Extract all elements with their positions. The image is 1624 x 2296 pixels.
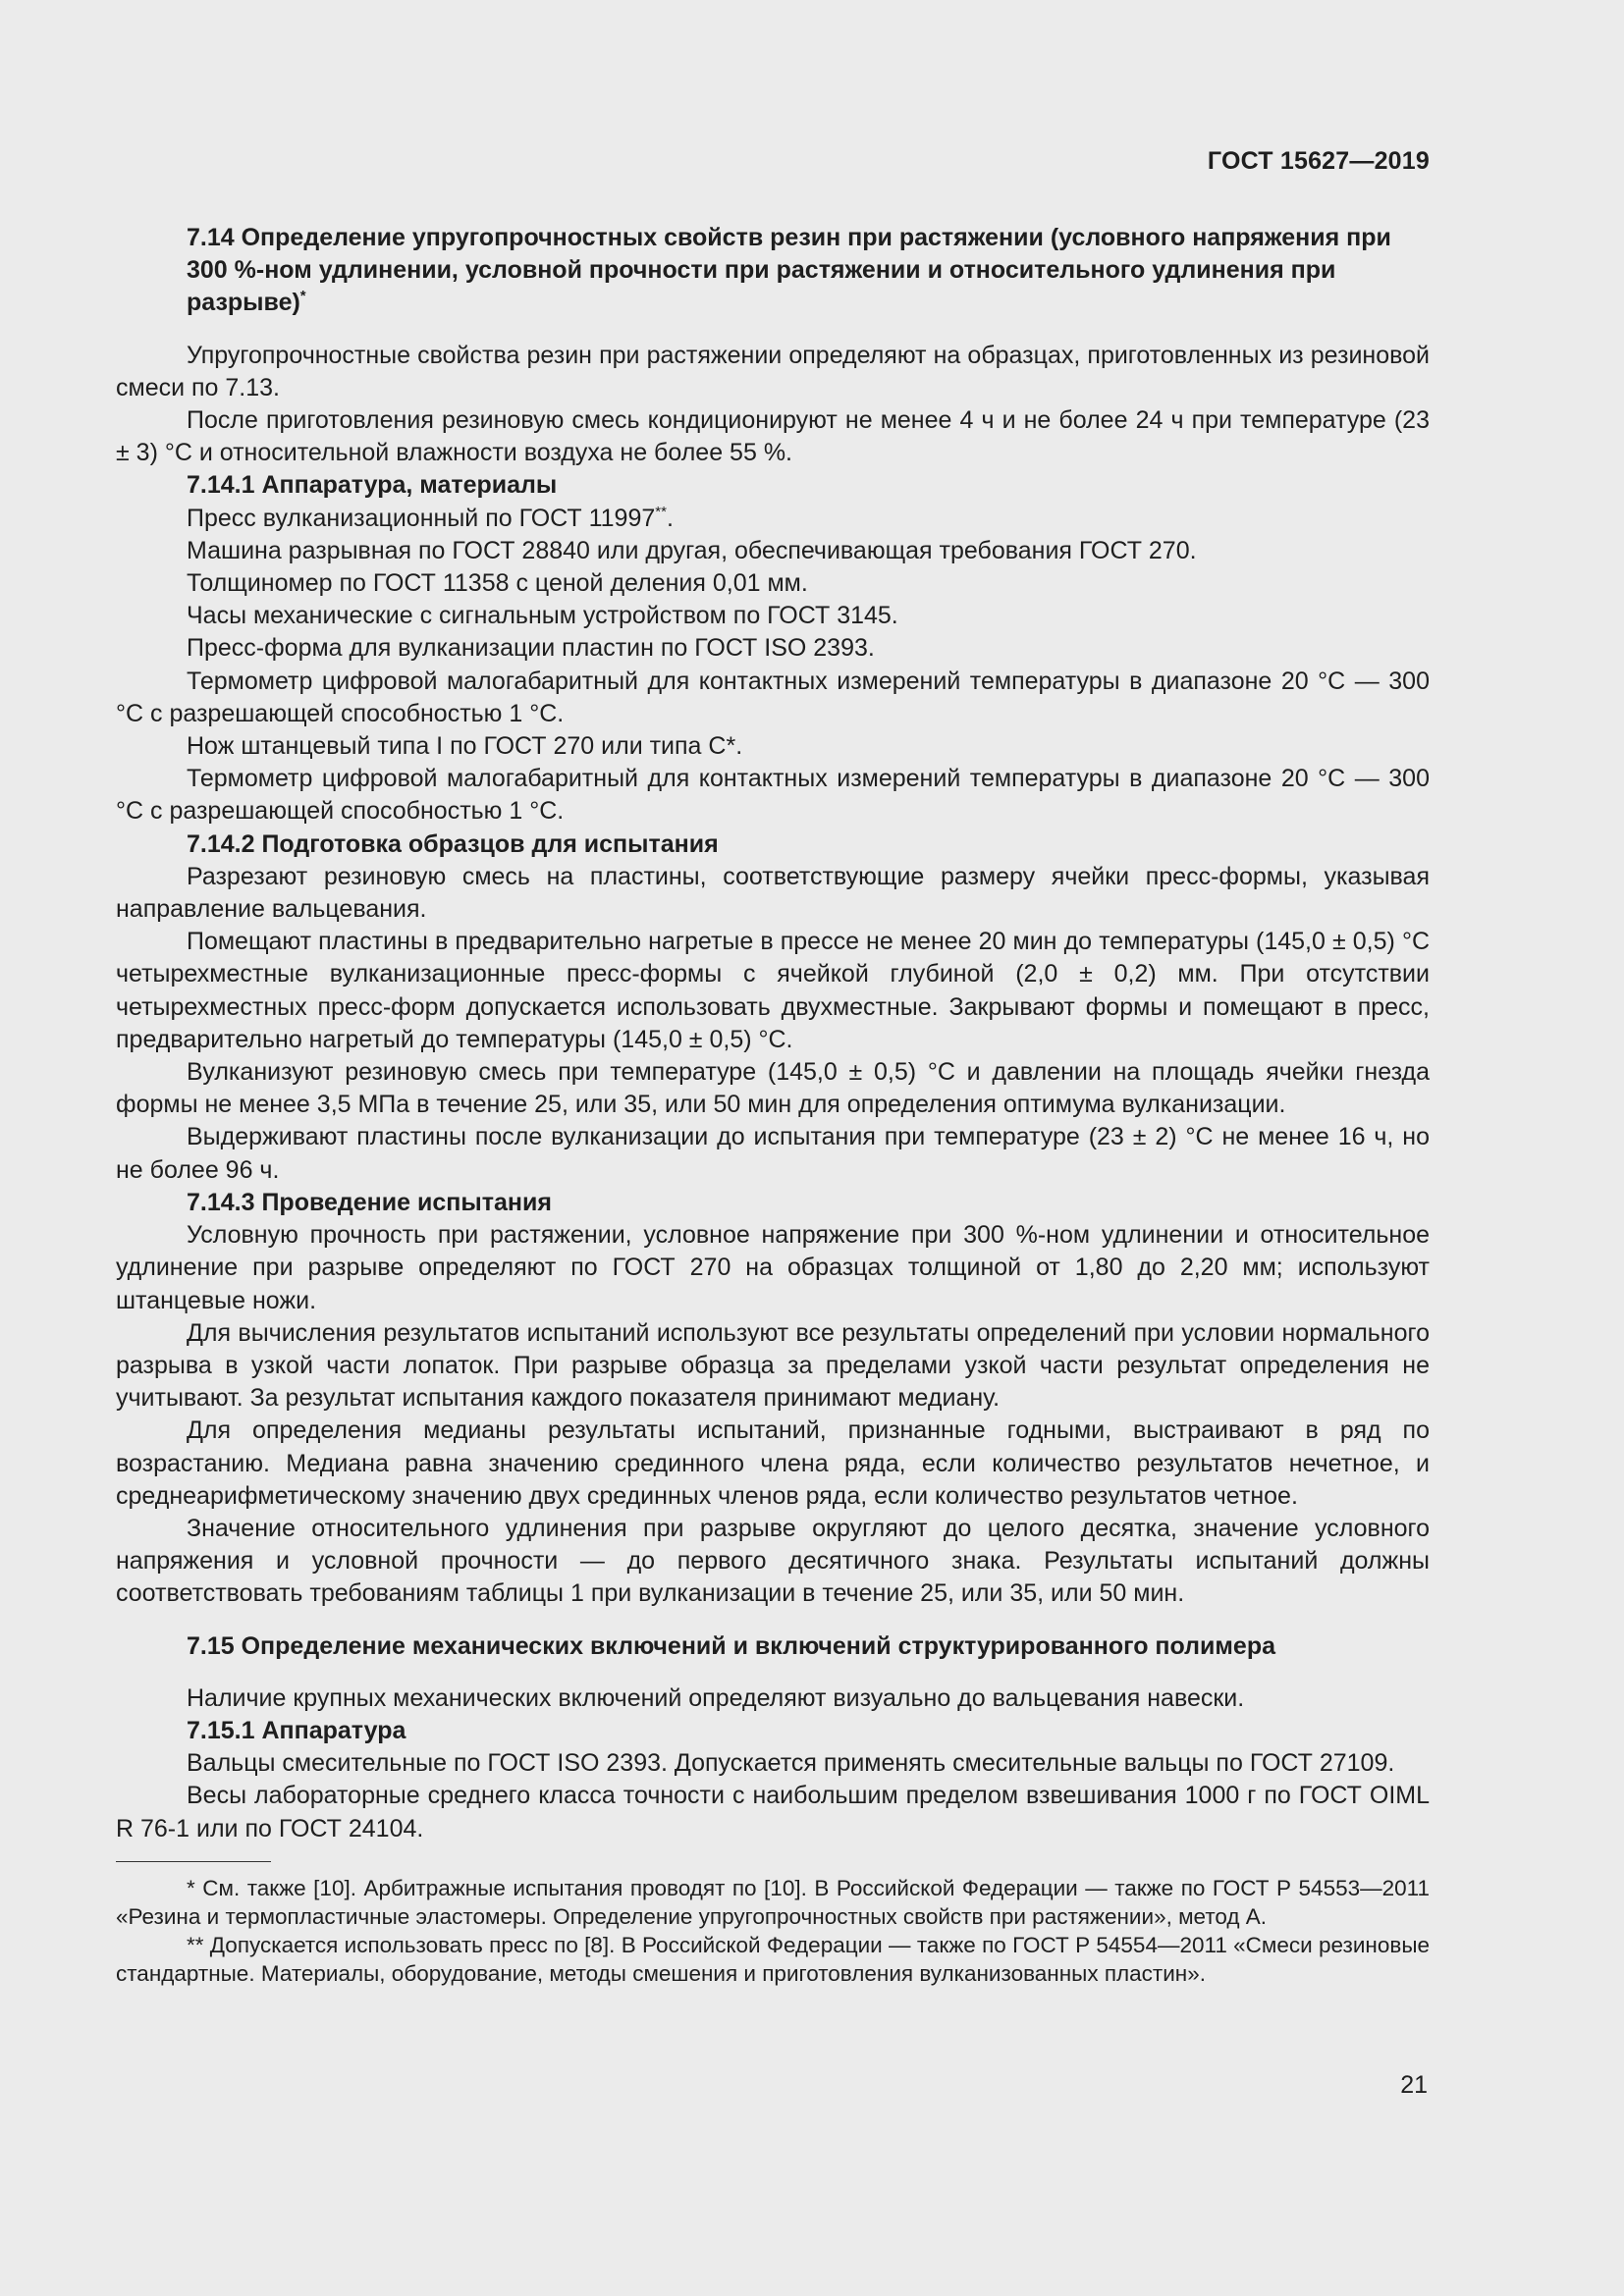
equipment-item: Нож штанцевый типа I по ГОСТ 270 или типа С*. <box>187 732 743 761</box>
equipment-item: Пресс вулканизационный по ГОСТ 11997**. <box>187 503 674 532</box>
paragraph: Помещают пластины в предварительно нагретые в прессе не менее 20 мин до температуры (145,0 ± 0,5) °С четырехместные вулканизационные пресс-формы с ячейкой глубиной (2,0 ± 0,2) мм. При отсутствии четырехместных пресс-форм допускается использовать двухместные. Закрывают формы и помещают в пресс, предварительно нагретый до температуры (145,0 ± 0,5) °С. <box>116 928 1430 1053</box>
paragraph: Условную прочность при растяжении, условное напряжение при 300 %-ном удлинении и относительное удлинение при разрыве определяют по ГОСТ 270 на образцах толщиной от 1,80 до 2,20 мм; используют штанцевые ножи. <box>116 1221 1430 1314</box>
document-id-header: ГОСТ 15627—2019 <box>1207 147 1430 175</box>
section-7-14-1-heading: 7.14.1 Аппаратура, материалы <box>187 471 558 500</box>
footnote-ref-2[interactable]: ** <box>655 503 667 520</box>
paragraph: Для определения медианы результаты испытаний, признанные годными, выстраивают в ряд по возрастанию. Медиана равна значению срединного члена ряда, если количество результатов нечетное, и среднеарифметическому значению двух срединных членов ряда, если количество результатов четное. <box>116 1416 1430 1510</box>
paragraph: Вальцы смесительные по ГОСТ ISO 2393. Допускается применять смесительные вальцы по ГОСТ 27109. <box>187 1749 1395 1778</box>
equipment-item: Часы механические с сигнальным устройством по ГОСТ 3145. <box>187 602 898 630</box>
paragraph: После приготовления резиновую смесь кондиционируют не менее 4 ч и не более 24 ч при температуре (23 ± 3) °С и относительной влажности воздуха не более 55 %. <box>116 406 1430 467</box>
footnote: * См. также [10]. Арбитражные испытания проводят по [10]. В Российской Федерации — также по ГОСТ Р 54553—2011 «Резина и термопластичные эластомеры. Определение упругопрочностных свойств при растяжении», метод А. <box>116 1875 1430 1929</box>
section-7-14-2-heading: 7.14.2 Подготовка образцов для испытания <box>187 829 719 858</box>
page-content <box>116 222 1430 1988</box>
paragraph: Вулканизуют резиновую смесь при температуре (145,0 ± 0,5) °С и давлении на площадь ячейки гнезда формы не менее 3,5 МПа в течение 25, или 35, или 50 мин для определения оптимума вулканизации. <box>116 1058 1430 1119</box>
page-number: 21 <box>1400 2071 1428 2099</box>
section-7-14-3-heading: 7.14.3 Проведение испытания <box>187 1188 552 1216</box>
footnote: ** Допускается использовать пресс по [8]. В Российской Федерации — также по ГОСТ Р 54554—2011 «Смеси резиновые стандартные. Материалы, оборудование, методы смешения и приготовления вулканизованных пластин». <box>116 1932 1430 1986</box>
equipment-item: Термометр цифровой малогабаритный для контактных измерений температуры в диапазоне 20 °С — 300 °С с разрешающей способностью 1 °С. <box>116 765 1430 826</box>
section-7-15-1-heading: 7.15.1 Аппаратура <box>187 1716 406 1744</box>
paragraph: Наличие крупных механических включений определяют визуально до вальцевания навески. <box>187 1683 1245 1712</box>
section-7-15-heading: 7.15 Определение механических включений и включений структурированного полимера <box>187 1631 1275 1660</box>
paragraph: Весы лабораторные среднего класса точности с наибольшим пределом взвешивания 1000 г по ГОСТ OIML R 76-1 или по ГОСТ 24104. <box>116 1782 1430 1842</box>
footnote-ref-1[interactable]: * <box>299 288 306 305</box>
paragraph: Для вычисления результатов испытаний используют все результаты определений при условии нормального разрыва в узкой части лопаток. При разрыве образца за пределами узкой части результат определения не учитывают. За результат испытания каждого показателя принимают медиану. <box>116 1318 1430 1413</box>
equipment-item: Пресс-форма для вулканизации пластин по ГОСТ ISO 2393. <box>187 634 875 663</box>
paragraph: Значение относительного удлинения при разрыве округляют до целого десятка, значение условного напряжения и условной прочности — до первого десятичного знака. Результаты испытаний должны соответствовать требованиям таблицы 1 при вулканизации в течение 25, или 35, или 50 мин. <box>116 1514 1430 1608</box>
footnote-separator <box>116 1861 271 1862</box>
paragraph: Выдерживают пластины после вулканизации до испытания при температуре (23 ± 2) °С не менее 16 ч, но не более 96 ч. <box>116 1123 1430 1184</box>
equipment-item: Термометр цифровой малогабаритный для контактных измерений температуры в диапазоне 20 °С — 300 °С с разрешающей способностью 1 °С. <box>116 667 1430 727</box>
paragraph: Разрезают резиновую смесь на пластины, соответствующие размеру ячейки пресс-формы, указывая направление вальцевания. <box>116 862 1430 924</box>
equipment-item: Толщиномер по ГОСТ 11358 с ценой деления 0,01 мм. <box>187 569 808 598</box>
paragraph: Упругопрочностные свойства резин при растяжении определяют на образцах, приготовленных из резиновой смеси по 7.13. <box>116 341 1430 401</box>
equipment-item: Машина разрывная по ГОСТ 28840 или другая, обеспечивающая требования ГОСТ 270. <box>187 536 1197 564</box>
section-7-14-heading: 7.14 Определение упругопрочностных свойств резин при растяжении (условного напряжения при 300 %-ном удлинении, условной прочности при растяжении и относительного удлинения при разрыве)* <box>187 224 1391 317</box>
